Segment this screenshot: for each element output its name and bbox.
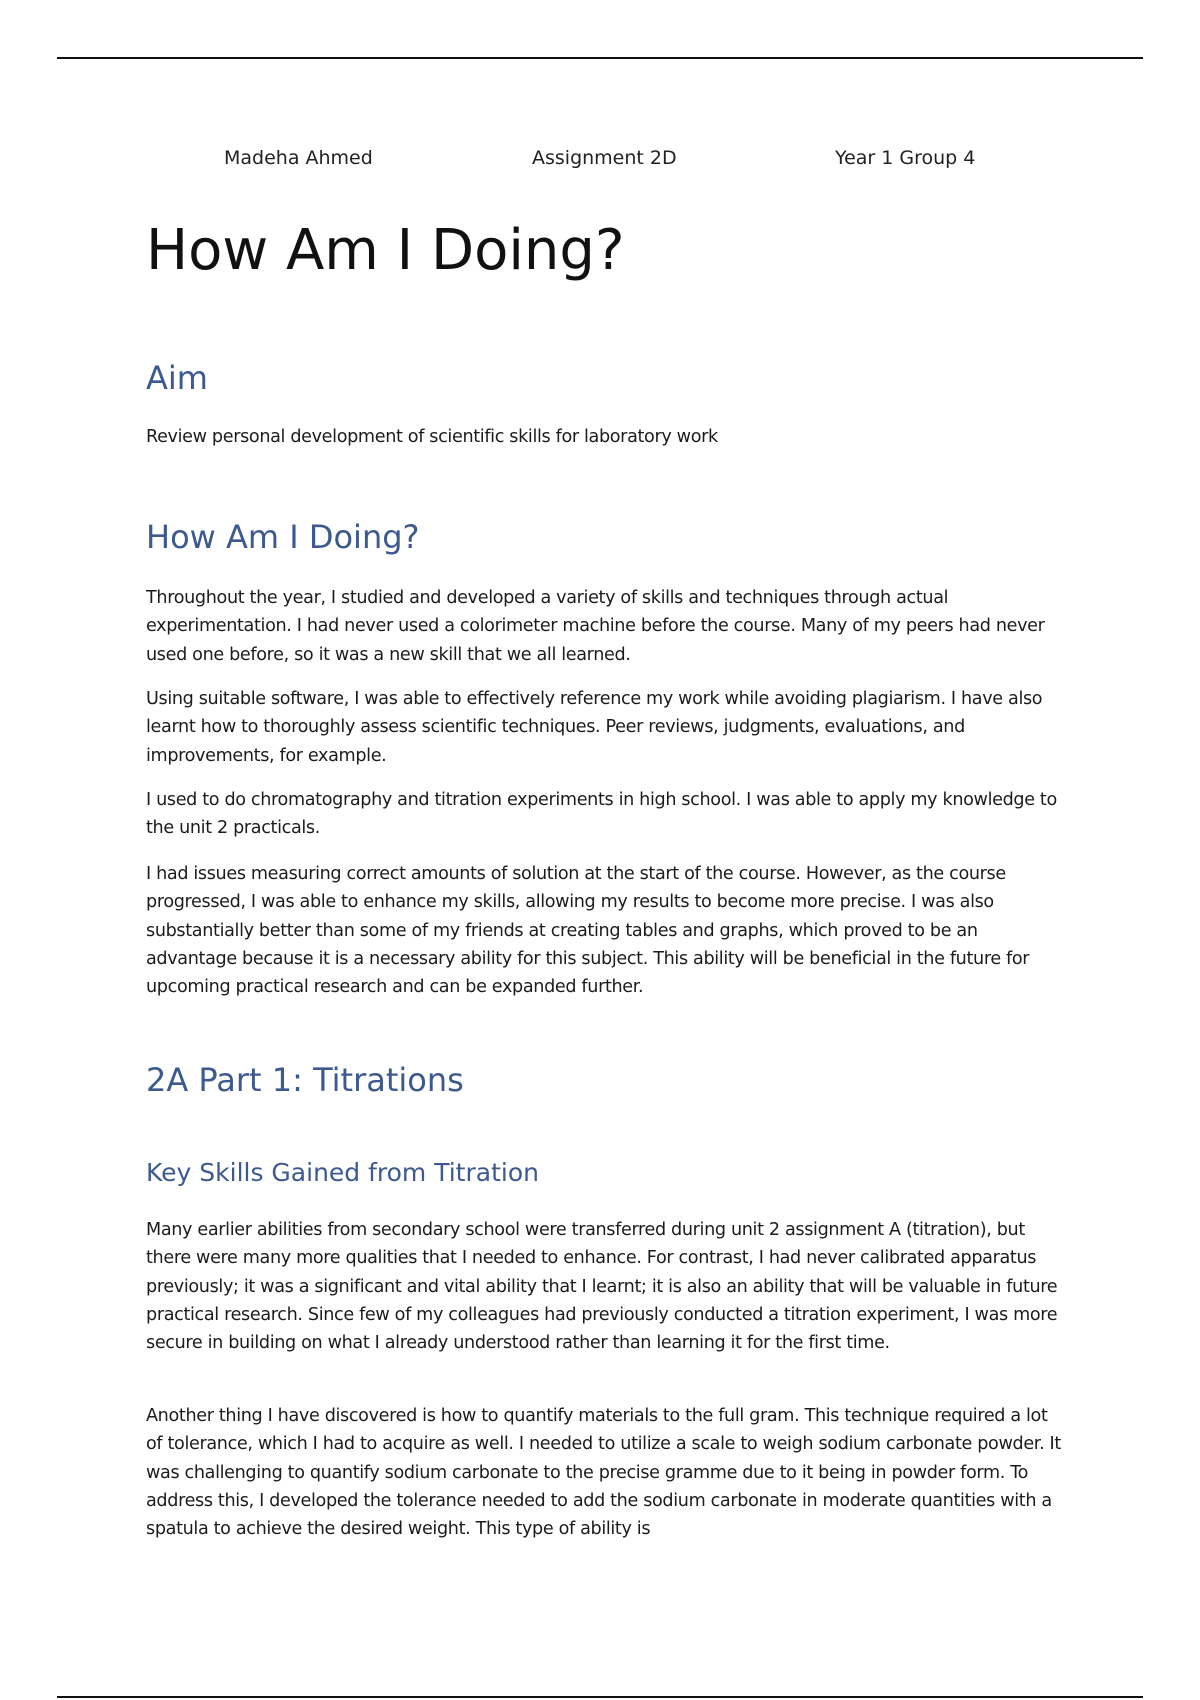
assignment-label: Assignment 2D (532, 147, 677, 169)
how-heading: How Am I Doing? (146, 518, 420, 556)
how-paragraph-3: I used to do chromatography and titration experiments in high school. I was able to apply my knowledge to the unit 2 practicals. (146, 790, 1057, 839)
part1-paragraph-2: Another thing I have discovered is how to quantify materials to the full gram. This technique required a lot of tolerance, which I had to acquire as well. I needed to utilize a scale to weigh sodium carbonate powder. It was challenging to quantify sodium carbonate to the precise gramme due to it being in powder form. To address this, I developed the tolerance needed to add the sodium carbonate in moderate quantities with a spatula to achieve the desired weight. This type of ability is (146, 1406, 1061, 1540)
page-title: How Am I Doing? (146, 218, 625, 283)
how-paragraph-3-block (146, 786, 1066, 843)
how-paragraph-2: Using suitable software, I was able to effectively reference my work while avoiding plagiarism. I have also learnt how to thoroughly assess scientific techniques. Peer reviews, judgments, evaluations, and improvements, for example. (146, 689, 1043, 766)
top-rule (57, 57, 1143, 59)
part1-section (146, 1060, 1066, 1100)
aim-text: Review personal development of scientific skills for laboratory work (146, 427, 718, 447)
part1-heading: 2A Part 1: Titrations (146, 1061, 464, 1099)
part1-subheading: Key Skills Gained from Titration (146, 1158, 539, 1187)
part1-paragraph-1: Many earlier abilities from secondary school were transferred during unit 2 assignment A (titration), but there were many more qualities that I needed to enhance. For contrast, I had never calibrated apparatus previously; it was a significant and vital ability that I learnt; it is also an ability that will be valuable in future practical research. Since few of my colleagues had previously conducted a titration experiment, I was more secure in building on what I already understood rather than learning it for the first time. (146, 1220, 1058, 1354)
how-paragraph-1: Throughout the year, I studied and developed a variety of skills and techniques through actual experimentation. I had never used a colorimeter machine before the course. Many of my peers had never used one before, so it was a new skill that we all learned. (146, 588, 1045, 665)
how-paragraph-4-block (146, 860, 1066, 1001)
aim-heading: Aim (146, 359, 208, 397)
bottom-rule (57, 1696, 1143, 1698)
document-header (0, 147, 1200, 171)
part1-paragraph-2-block (146, 1402, 1066, 1543)
how-paragraph-2-block (146, 685, 1066, 770)
group-label: Year 1 Group 4 (835, 147, 976, 169)
aim-text-block (146, 423, 1066, 451)
aim-section (146, 358, 1066, 398)
how-section (146, 517, 1066, 557)
part1-paragraph-1-block (146, 1216, 1066, 1357)
part1-subsection (146, 1157, 1066, 1189)
author-name: Madeha Ahmed (224, 147, 373, 169)
how-paragraph-4: I had issues measuring correct amounts of solution at the start of the course. However, as the course progressed, I was able to enhance my skills, allowing my results to become more precise. I was also substantially better than some of my friends at creating tables and graphs, which proved to be an advantage because it is a necessary ability for this subject. This ability will be beneficial in the future for upcoming practical research and can be expanded further. (146, 864, 1030, 998)
how-paragraph-1-block (146, 584, 1066, 669)
